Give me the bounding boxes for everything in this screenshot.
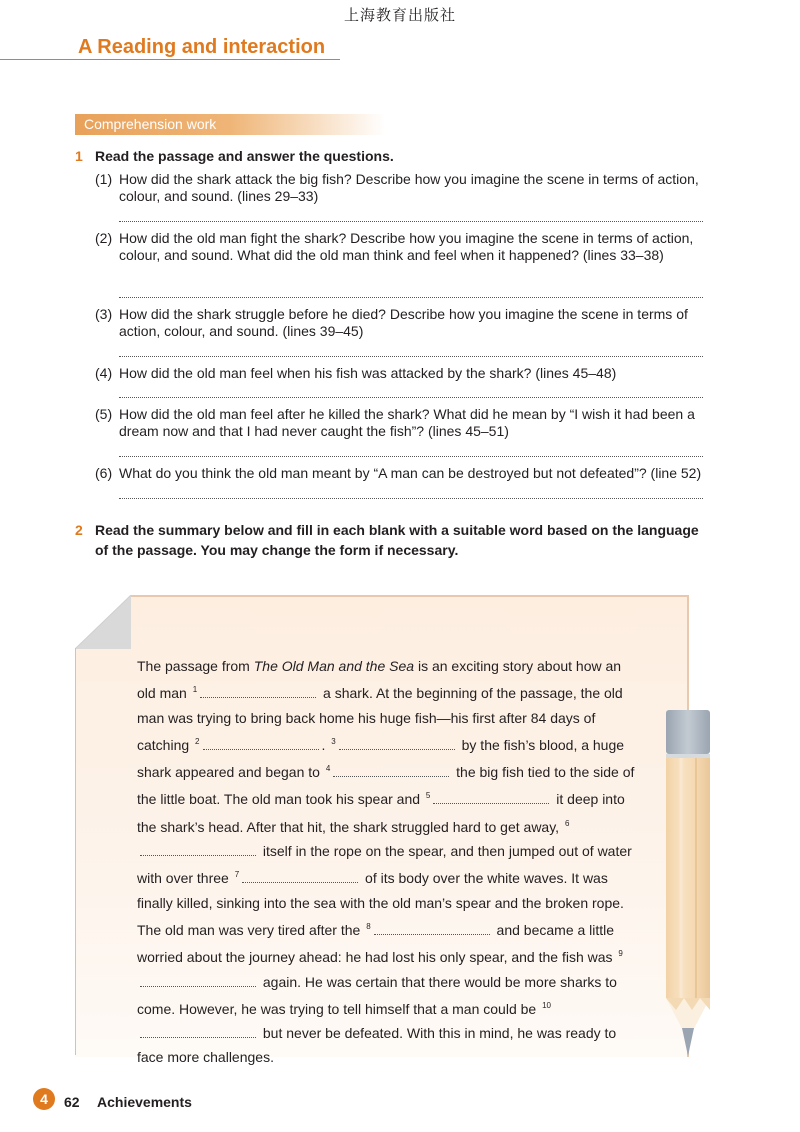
sub-question-number: (6) — [95, 465, 113, 481]
sub-question-text: How did the old man feel after he killed the shark? What did he mean by “I wish it had been a dream now and that I had never caught the fish”? (lines 45–51) — [119, 406, 695, 439]
sub-question-number: (3) — [95, 306, 113, 322]
sub-question-number: (1) — [95, 171, 113, 187]
blank-number: 8 — [366, 921, 371, 931]
question-1-number: 1 — [75, 148, 83, 164]
answer-line-2[interactable] — [119, 297, 703, 298]
section-title: A Reading and interaction — [78, 36, 326, 58]
blank-4[interactable] — [333, 766, 449, 777]
blank-1[interactable] — [200, 687, 316, 698]
unit-badge: 4 — [33, 1088, 55, 1110]
sub-question-number: (5) — [95, 406, 113, 422]
summary-segment: of its body over the white waves. It was finally killed, sinking into the sea with the old man’s spear and the broken rope. The old man was very tired after the — [137, 870, 624, 938]
summary-segment: again. He was certain that there would be more sharks to come. However, he was trying to tell himself that a man could be — [137, 973, 617, 1017]
summary-segment: and became a little worried about the journey ahead: he had lost his only spear, and the fish was — [137, 921, 617, 966]
blank-number: 1 — [192, 685, 198, 695]
sub-question-6 — [95, 465, 705, 482]
answer-line-4[interactable] — [119, 397, 703, 398]
blank-number: 5 — [425, 791, 431, 801]
blank-number: 7 — [234, 870, 240, 880]
blank-number: 3 — [331, 736, 336, 746]
sub-question-text: How did the shark struggle before he died? Describe how you imagine the scene in terms of action, colour, and sound. (lines 39–45) — [119, 306, 688, 339]
answer-line-3[interactable] — [119, 356, 703, 357]
page-fold-corner — [75, 595, 131, 649]
summary-segment: but never be defeated. With this in mind, he was ready to face more challenges. — [137, 1025, 617, 1066]
blank-5[interactable] — [433, 793, 549, 804]
sub-question-5 — [95, 406, 705, 440]
summary-segment: . — [321, 736, 330, 753]
sub-question-number: (4) — [95, 365, 113, 381]
summary-segment: the big fish tied to the side of the little boat. The old man took his spear and — [137, 764, 635, 808]
blank-3[interactable] — [339, 739, 455, 750]
question-2-heading: Read the summary below and fill in each blank with a suitable word based on the language of the passage. You may change the form if necessary. — [95, 522, 699, 558]
page-number: 62 — [64, 1094, 80, 1110]
summary-segment: a shark. At the beginning of the passage, the old man was trying to bring back home his huge fish—his first after 84 days of catching — [137, 685, 623, 753]
pencil-icon — [664, 710, 712, 1060]
title-rule — [0, 59, 340, 60]
publisher-name: 上海教育出版社 — [343, 6, 456, 24]
summary-segment: itself in the rope on the spear, and then jumped out of water with over three — [137, 843, 632, 887]
sub-question-4 — [95, 365, 705, 382]
summary-segment: by the fish’s blood, a huge shark appeared and began to — [137, 736, 625, 781]
sub-question-number: (2) — [95, 230, 113, 246]
summary-segment: is an exciting story about how an old man — [137, 658, 622, 702]
book-title-footer: Achievements — [97, 1094, 192, 1110]
answer-line-6[interactable] — [119, 498, 703, 499]
summary-segment: it deep into the shark’s head. After that hit, the shark struggled hard to get away, — [137, 791, 625, 835]
blank-10[interactable] — [140, 1027, 256, 1038]
blank-7[interactable] — [242, 872, 358, 883]
blank-number: 2 — [195, 736, 200, 746]
sub-question-text: How did the old man fight the shark? Describe how you imagine the scene in terms of action, colour, and sound. What did the old man think and feel when it happened? (lines 33–38) — [119, 230, 694, 263]
blank-2[interactable] — [203, 739, 319, 750]
blank-8[interactable] — [374, 924, 490, 935]
blank-number: 6 — [564, 818, 570, 828]
answer-line-1[interactable] — [119, 221, 703, 222]
question-1-heading: Read the passage and answer the questions. — [95, 148, 394, 164]
blank-number: 10 — [542, 1000, 551, 1010]
question-2-number: 2 — [75, 522, 83, 538]
blank-9[interactable] — [140, 976, 256, 987]
sub-question-text: How did the shark attack the big fish? Describe how you imagine the scene in terms of action, colour, and sound. (lines 29–33) — [119, 171, 699, 204]
panel-left-edge — [75, 648, 76, 1055]
blank-number: 9 — [618, 949, 623, 959]
blank-6[interactable] — [140, 845, 256, 856]
sub-question-3 — [95, 306, 705, 340]
book-title: The Old Man and the Sea — [253, 658, 415, 674]
sub-question-1 — [95, 171, 705, 205]
sub-question-text: What do you think the old man meant by “A man can be destroyed but not defeated”? (line 52) — [119, 465, 702, 481]
answer-line-5[interactable] — [119, 456, 703, 457]
comprehension-label: Comprehension work — [84, 116, 217, 132]
blank-number: 4 — [325, 764, 331, 774]
sub-question-2 — [95, 230, 705, 264]
summary-segment: The passage from — [137, 658, 254, 674]
comprehension-bar — [75, 114, 385, 135]
sub-question-text: How did the old man feel when his fish was attacked by the shark? (lines 45–48) — [119, 365, 617, 381]
summary-text — [137, 654, 637, 1070]
